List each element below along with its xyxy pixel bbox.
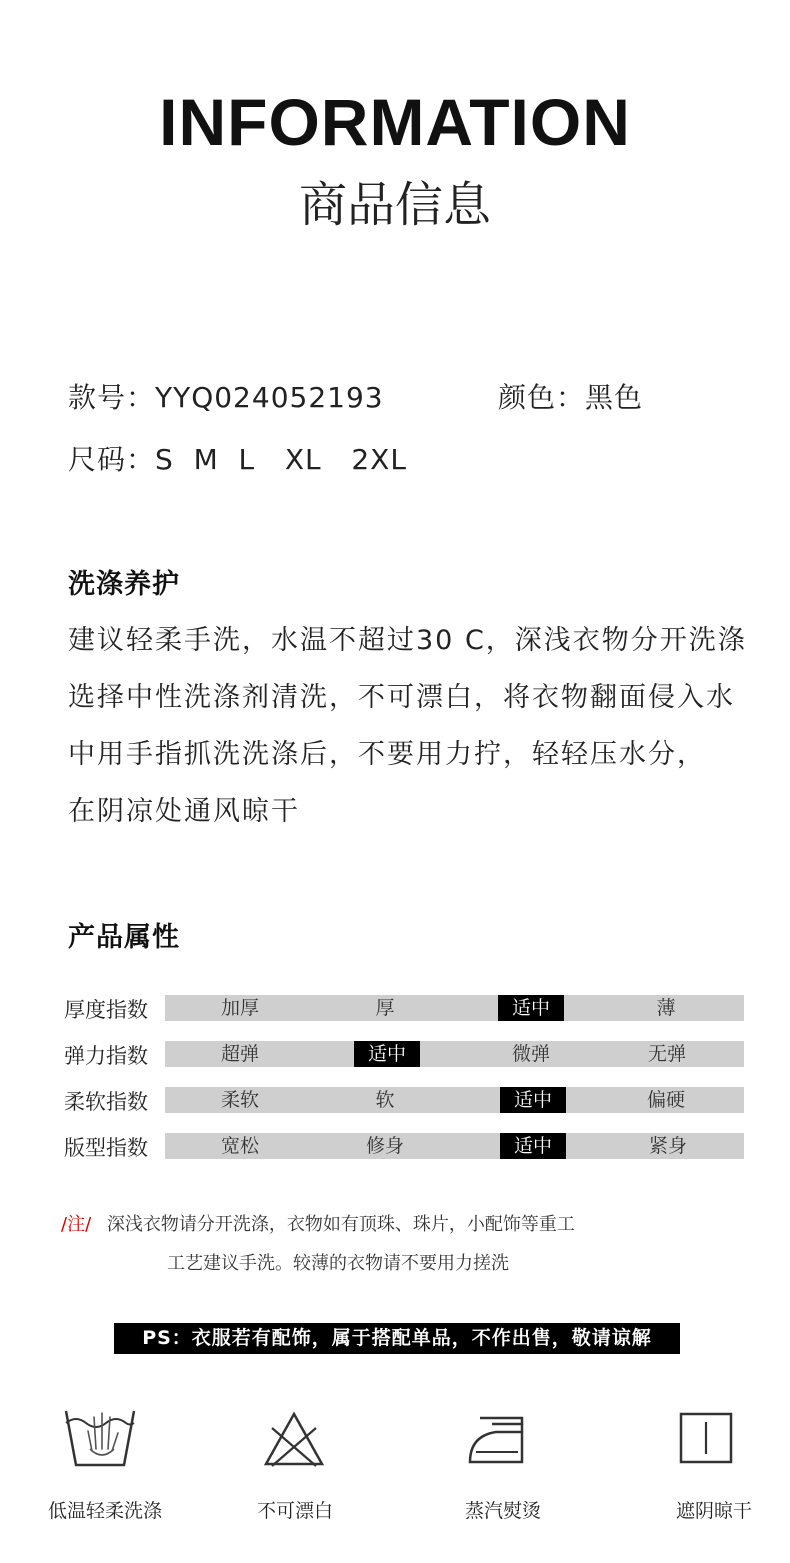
attribute-option: 薄 — [656, 997, 676, 1019]
attribute-bar — [165, 1087, 744, 1113]
attribute-option: 厚 — [375, 997, 395, 1019]
attribute-option: 适中 — [354, 1041, 420, 1067]
no-bleach-icon — [262, 1410, 326, 1468]
attribute-option: 适中 — [498, 995, 564, 1021]
title-english: INFORMATION — [159, 85, 631, 159]
attribute-option: 偏硬 — [646, 1089, 685, 1111]
shade-dry-label: 遮阴晾干 — [675, 1500, 752, 1522]
care-line: 选择中性洗涤剂清洗，不可漂白，将衣物翻面侵入水 — [68, 682, 735, 713]
hand-wash-icon — [62, 1403, 138, 1473]
steam-iron-label: 蒸汽熨烫 — [464, 1500, 541, 1522]
attribute-option: 软 — [375, 1089, 395, 1111]
attribute-option: 柔软 — [220, 1089, 259, 1111]
care-heading: 洗涤养护 — [68, 569, 180, 600]
attribute-label: 柔软指数 — [64, 1090, 148, 1114]
attribute-bar — [165, 1133, 744, 1159]
attribute-option: 宽松 — [220, 1135, 259, 1157]
note-tag: /注/ — [61, 1214, 92, 1235]
note-line-1 — [61, 1210, 575, 1236]
note-text-2: 工艺建议手洗。较薄的衣物请不要用力搓洗 — [167, 1253, 509, 1274]
hand-wash-label: 低温轻柔洗涤 — [47, 1500, 162, 1522]
attribute-label: 版型指数 — [64, 1136, 148, 1160]
steam-iron-icon — [466, 1414, 526, 1466]
care-line: 建议轻柔手洗，水温不超过30 C，深浅衣物分开洗涤 — [68, 625, 747, 656]
note-text-1: 深浅衣物请分开洗涤，衣物如有顶珠、珠片，小配饰等重工 — [106, 1214, 575, 1235]
attribute-label: 弹力指数 — [64, 1044, 148, 1068]
attribute-bar — [165, 995, 744, 1021]
care-line: 在阴凉处通风晾干 — [68, 796, 300, 827]
attribute-option: 超弹 — [220, 1043, 259, 1065]
attribute-option: 适中 — [500, 1087, 566, 1113]
attribute-option: 微弹 — [511, 1043, 550, 1065]
attribute-label: 厚度指数 — [64, 998, 148, 1022]
size-list: 尺码：S M L XL 2XL — [68, 443, 407, 476]
attribute-option: 适中 — [500, 1133, 566, 1159]
shade-dry-icon — [679, 1412, 733, 1464]
attribute-option: 加厚 — [220, 997, 259, 1019]
care-line: 中用手指抓洗洗涤后，不要用力拧，轻轻压水分， — [68, 739, 706, 770]
attribute-option: 修身 — [365, 1135, 404, 1157]
style-number: 款号：YYQ024052193 — [68, 381, 384, 414]
product-color: 颜色：黑色 — [498, 381, 644, 414]
no-bleach-label: 不可漂白 — [256, 1500, 333, 1522]
title-chinese: 商品信息 — [298, 177, 491, 233]
attribute-option: 紧身 — [648, 1135, 687, 1157]
attributes-heading: 产品属性 — [68, 922, 180, 953]
ps-banner: PS：衣服若有配饰，属于搭配单品，不作出售，敬请谅解 — [114, 1323, 680, 1354]
attribute-option: 无弹 — [647, 1043, 686, 1065]
attribute-bar — [165, 1041, 744, 1067]
